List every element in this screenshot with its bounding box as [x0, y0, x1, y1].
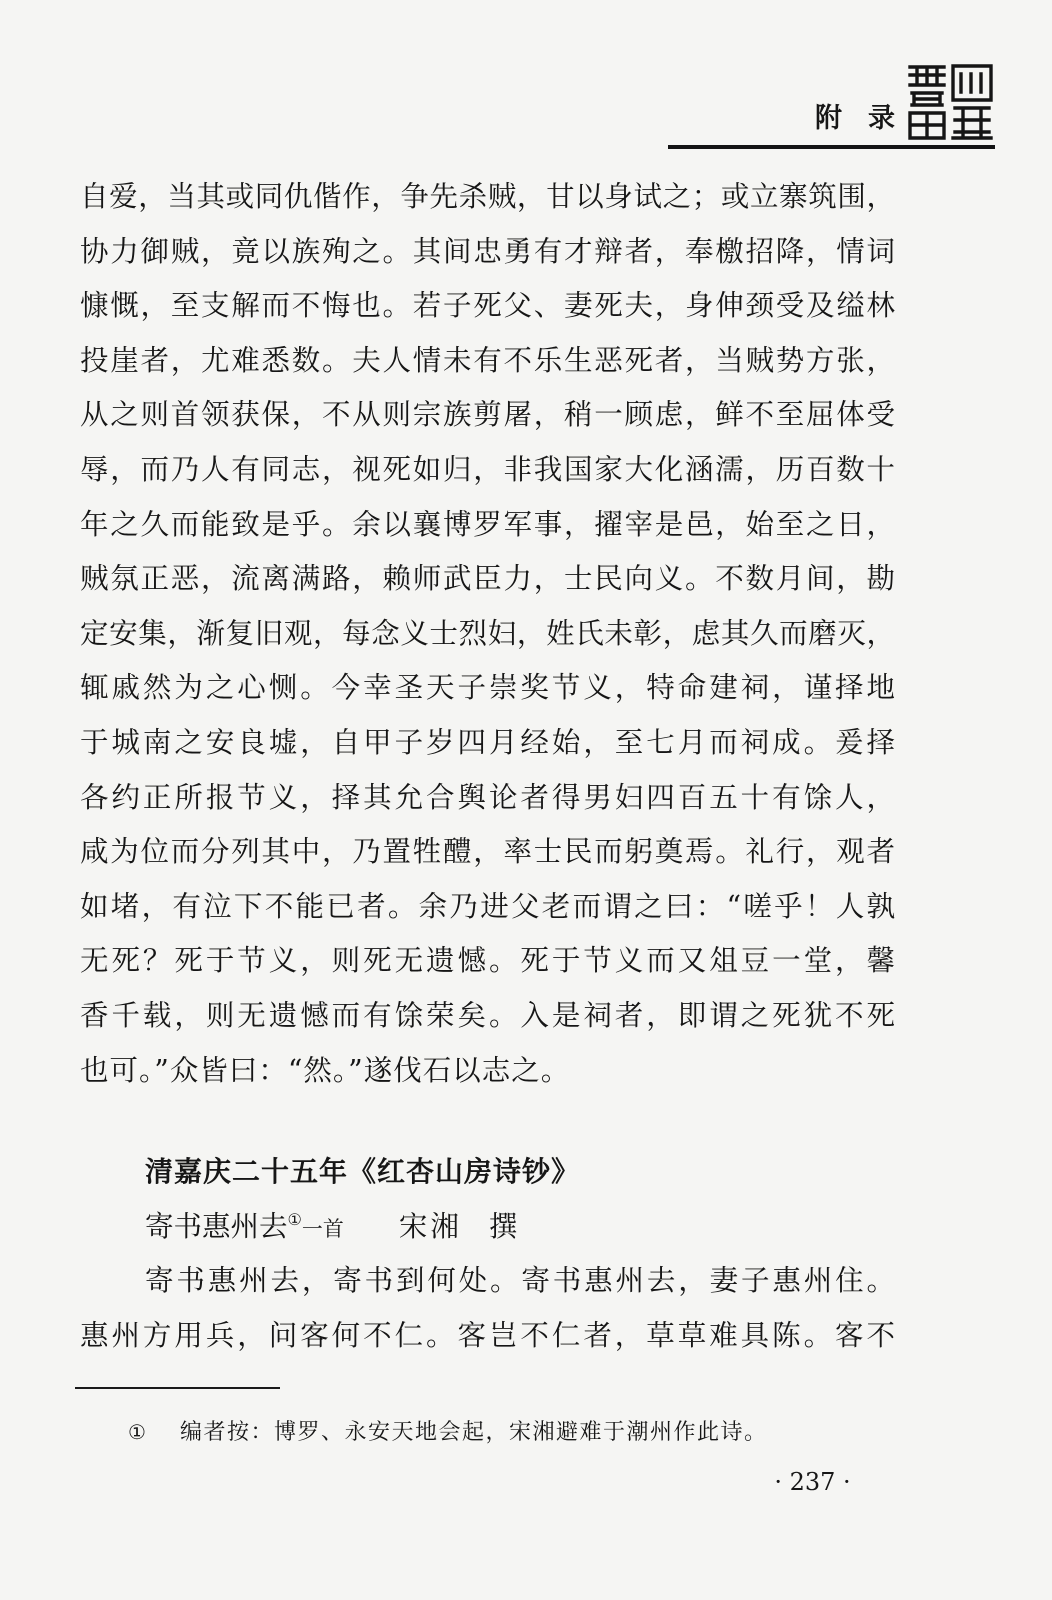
footnote-marker: ①: [128, 1420, 146, 1444]
body-text-line: 辱，而乃人有同志，视死如归，非我国家大化涵濡，历百数十: [80, 452, 895, 486]
poem-text-line: 惠州方用兵，问客何不仁。客岂不仁者，草草难具陈。客不: [80, 1318, 895, 1352]
poem-section: [80, 1145, 895, 1363]
body-text-line: 协力御贼，竟以族殉之。其间忠勇有才辩者，奉檄招降，情词: [80, 234, 895, 268]
body-text-line: 也可。”众皆曰：“然。”遂伐石以志之。: [80, 1053, 571, 1087]
body-text-line: 定安集，渐复旧观，每念义士烈妇，姓氏未彰，虑其久而磨灭，: [80, 616, 895, 650]
poem-title: 寄书惠州去: [145, 1209, 288, 1243]
section-title: 附录: [815, 103, 895, 134]
body-text-line: 自爱，当其或同仇偕作，争先杀贼，甘以身试之；或立寨筑围，: [80, 180, 895, 213]
author-name: 宋湘: [398, 1209, 462, 1243]
body-paragraph: [80, 170, 895, 1098]
source-heading: 清嘉庆二十五年《红杏山房诗钞》: [145, 1155, 581, 1188]
body-text-line: 各约正所报节义，择其允合舆论者得男妇四百五十有馀人，: [80, 780, 895, 814]
seal-logo-icon: [905, 62, 995, 142]
footnote-ref-marker: ①: [287, 1209, 302, 1229]
poem-text-line: 寄书惠州去，寄书到何处。寄书惠州去，妻子惠州住。: [145, 1264, 895, 1298]
body-text-line: 慷慨，至支解而不悔也。若子死父、妻死夫，身伸颈受及缢林: [80, 289, 895, 323]
poem-count-label: 一首: [301, 1216, 344, 1241]
body-text-line: 投崖者，尤难悉数。夫人情未有不乐生恶死者，当贼势方张，: [80, 343, 895, 377]
footnote: [128, 1414, 848, 1450]
footnote-separator: [75, 1387, 280, 1389]
body-text-line: 咸为位而分列其中，乃置牲醴，率士民而躬奠焉。礼行，观者: [80, 835, 895, 869]
body-text-line: 辄戚然为之心恻。今幸圣天子崇奖节义，特命建祠，谨择地: [80, 671, 895, 705]
body-text-line: 无死？死于节义，则死无遗憾。死于节义而又俎豆一堂，馨: [80, 944, 895, 978]
author-role-label: 撰: [488, 1209, 518, 1243]
body-text-line: 香千载，则无遗憾而有馀荣矣。入是祠者，即谓之死犹不死: [80, 998, 895, 1032]
body-text-line: 贼氛正恶，流离满路，赖师武臣力，士民向义。不数月间，勘: [80, 562, 895, 596]
body-text-line: 于城南之安良墟，自甲子岁四月经始，至七月而祠成。爰择: [80, 725, 895, 759]
footnote-text: 编者按：博罗、永安天地会起，宋湘避难于潮州作此诗。: [180, 1420, 768, 1445]
body-text-line: 年之久而能致是乎。余以襄博罗军事，擢宰是邑，始至之日，: [80, 507, 895, 541]
page-number: · 237 ·: [774, 1468, 851, 1496]
body-text-line: 从之则首领获保，不从则宗族剪屠，稍一顾虑，鲜不至屈体受: [80, 398, 895, 432]
body-text-line: 如堵，有泣下不能已者。余乃进父老而谓之曰：“嗟乎！人孰: [80, 889, 895, 923]
header-rule: [668, 145, 995, 149]
poem-title-line: [80, 1200, 895, 1255]
